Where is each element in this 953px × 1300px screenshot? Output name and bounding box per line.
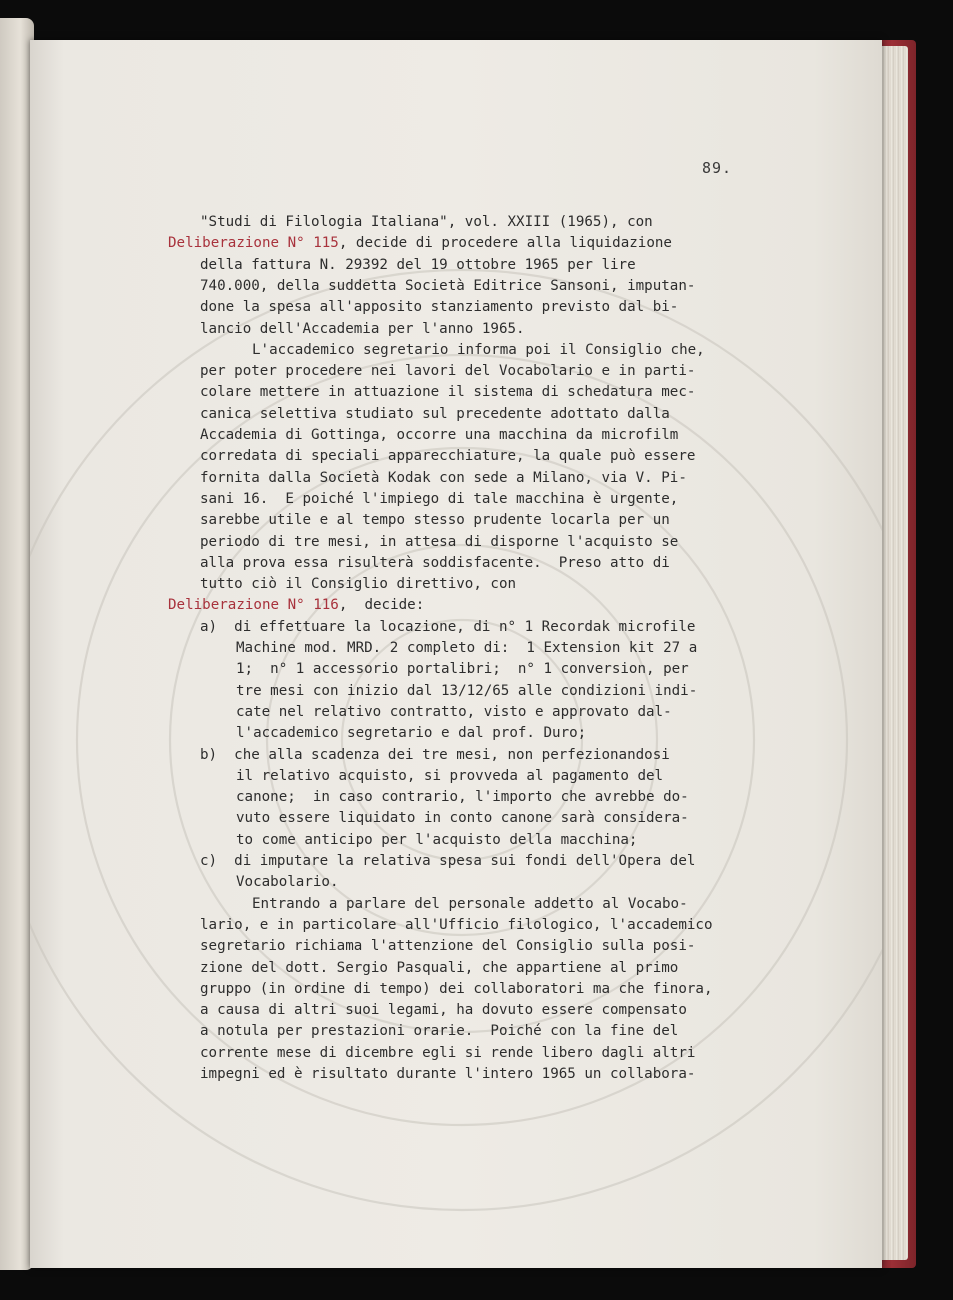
line-text: per poter procedere nei lavori del Vocabolario e in parti- (200, 363, 696, 380)
line-text: a causa di altri suoi legami, ha dovuto essere compensato (200, 1002, 687, 1019)
text-line (236, 787, 689, 808)
line-text: corredata di speciali apparecchiature, la quale può essere (200, 448, 696, 465)
text-line (200, 404, 670, 425)
line-text: vuto essere liquidato in conto canone sarà considera- (236, 810, 689, 827)
line-text: lancio dell'Accademia per l'anno 1965. (200, 320, 525, 337)
text-line (200, 276, 695, 297)
text-line (200, 425, 678, 446)
text-line (200, 489, 678, 510)
line-text: Vocabolario. (236, 874, 339, 891)
text-line (236, 681, 697, 702)
text-line (236, 659, 689, 680)
text-line (200, 1000, 687, 1021)
page-number: 89. (702, 159, 733, 177)
text-line (252, 894, 688, 915)
text-line (200, 915, 713, 936)
text-line (252, 340, 705, 361)
text-line (200, 979, 713, 1000)
line-text: a notula per prestazioni orarie. Poiché con la fine del (200, 1023, 679, 1040)
line-text: , decide di procedere alla liquidazione (338, 235, 672, 252)
text-line (200, 212, 653, 233)
line-text: alla prova essa risulterà soddisfacente. Preso atto di (200, 554, 670, 571)
line-text: c) di imputare la relativa spesa sui fondi dell'Opera del (200, 853, 696, 869)
line-text: canica selettiva studiato sul precedente adottato dalla (200, 405, 670, 422)
text-line (200, 936, 695, 957)
text-line (200, 297, 678, 318)
line-text: gruppo (in ordine di tempo) dei collaboratori ma che finora, (200, 980, 713, 997)
text-line (168, 233, 672, 254)
line-text: done la spesa all'apposito stanziamento previsto dal bi- (200, 299, 679, 316)
document-page (30, 40, 882, 1268)
line-text: tutto ciò il Consiglio direttivo, con (200, 576, 517, 593)
text-line (168, 595, 424, 616)
line-text: Machine mod. MRD. 2 completo di: 1 Extension kit 27 a (236, 640, 698, 656)
line-text: to come anticipo per l'acquisto della macchina; (236, 831, 638, 848)
line-text: della fattura N. 29392 del 19 ottobre 1965 per lire (200, 256, 636, 273)
line-text: b) che alla scadenza dei tre mesi, non perfezionandosi (200, 746, 670, 763)
text-line (200, 617, 695, 638)
text-line (200, 958, 678, 979)
text-line (200, 745, 670, 766)
text-line (200, 468, 687, 489)
deliberation-label: Deliberazione N° 116 (168, 597, 339, 614)
text-line (200, 1043, 695, 1064)
text-line (200, 319, 525, 340)
text-line (200, 446, 695, 467)
line-text: impegni ed è risultato durante l'intero 1965 un collabora- (200, 1066, 696, 1082)
deliberation-label: Deliberazione N° 115 (168, 235, 339, 252)
line-text: corrente mese di dicembre egli si rende libero dagli altri (200, 1044, 696, 1061)
line-text: 740.000, della suddetta Società Editrice Sansoni, imputan- (200, 277, 696, 294)
text-line (200, 532, 678, 553)
text-line (236, 702, 672, 723)
text-line (236, 808, 689, 829)
text-line (236, 723, 586, 744)
line-text: , decide: (338, 597, 425, 614)
line-text: periodo di tre mesi, in attesa di disporne l'acquisto se (200, 533, 679, 550)
line-text: 1; n° 1 accessorio portalibri; n° 1 conversion, per (236, 661, 689, 678)
text-line (200, 1021, 678, 1042)
text-line (200, 255, 636, 276)
line-text: sani 16. E poiché l'impiego di tale macchina è urgente, (200, 490, 679, 507)
line-text: tre mesi con inizio dal 13/12/65 alle condizioni indi- (236, 682, 698, 699)
text-line (200, 361, 695, 382)
text-line (200, 510, 670, 531)
left-page-edge (0, 18, 34, 1270)
text-line (200, 851, 695, 872)
text-line (236, 638, 697, 659)
line-text: lario, e in particolare all'Ufficio filologico, l'accademico (200, 916, 713, 933)
line-text: sarebbe utile e al tempo stesso prudente locarla per un (200, 512, 670, 529)
line-text: canone; in caso contrario, l'importo che avrebbe do- (236, 789, 689, 806)
line-text: zione del dott. Sergio Pasquali, che appartiene al primo (200, 959, 679, 976)
text-line (200, 553, 670, 574)
line-text: "Studi di Filologia Italiana", vol. XXIII (1965), con (200, 214, 653, 230)
text-line (236, 830, 637, 851)
line-text: a) di effettuare la locazione, di n° 1 Recordak microfile (200, 618, 696, 635)
line-text: L'accademico segretario informa poi il Consiglio che, (252, 341, 705, 358)
text-line (200, 382, 695, 403)
line-text: il relativo acquisto, si provveda al pagamento del (236, 767, 664, 784)
line-text: Entrando a parlare del personale addetto al Vocabo- (252, 895, 688, 912)
line-text: cate nel relativo contratto, visto e approvato dal- (236, 703, 672, 720)
line-text: segretario richiama l'attenzione del Consiglio sulla posi- (200, 938, 696, 955)
line-text: l'accademico segretario e dal prof. Duro; (236, 725, 587, 742)
text-line (236, 872, 339, 893)
line-text: fornita dalla Società Kodak con sede a Milano, via V. Pi- (200, 469, 687, 486)
text-line (236, 766, 663, 787)
line-text: colare mettere in attuazione il sistema di schedatura mec- (200, 384, 696, 401)
text-line (200, 574, 516, 595)
text-line (200, 1064, 695, 1085)
line-text: Accademia di Gottinga, occorre una macchina da microfilm (200, 427, 679, 443)
